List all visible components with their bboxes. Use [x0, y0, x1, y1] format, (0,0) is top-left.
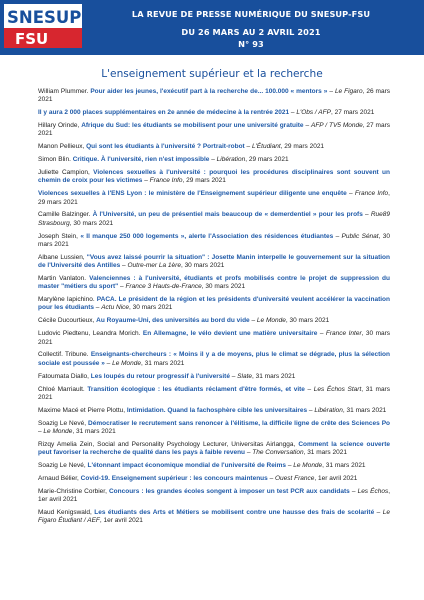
press-item: Collectif. Tribune. Enseignants-chercheurs : « Moins il y a de moyens, plus le climat se dégrade, plus la sélection sociale est poussée » – Le Monde, 31 mars 2021 [38, 351, 390, 367]
item-date: 31 mars 2021 [346, 406, 387, 414]
item-author: Camille Balzinger. [38, 211, 91, 219]
item-date: 31 mars 2021 [325, 461, 366, 469]
item-source: Le Monde [256, 317, 286, 325]
item-author: Juliette Campion, [38, 169, 90, 177]
item-title-link[interactable]: PACA. Le président de la région et les présidents d'université veulent accélérer la vaccination pour les étudiants [38, 296, 390, 312]
item-source: Public Sénat [341, 232, 379, 240]
item-source: Slate [237, 372, 252, 380]
item-author: Martin Vanlaton. [38, 274, 87, 282]
item-source: Les Échos Start [313, 385, 362, 393]
item-date: 31 mars 2021 [75, 427, 116, 435]
item-date: 29 mars 2021 [186, 177, 226, 185]
item-title-link[interactable]: Il y aura 2 000 places supplémentaires en 2e année de médecine à la rentrée 2021 [38, 109, 290, 117]
press-item: Il y aura 2 000 places supplémentaires en 2e année de médecine à la rentrée 2021 – L'Obs / AFP, 27 mars 2021 [38, 109, 375, 117]
item-source: The Conversation [252, 449, 304, 457]
item-author: Albane Lussien, [38, 253, 85, 261]
press-item: Marie-Christine Corbier, Concours : les grandes écoles songent à imposer un test PCR aux candidats – Les Échos, 1er avril 2021 [38, 487, 391, 504]
press-item: Juliette Campion, Violences sexuelles à l'université : pourquoi les procédures disciplinaires sont souvent un chemin de croix pour les victimes – France Info, 29 mars 2021 [38, 169, 390, 185]
item-source: France Info [149, 177, 183, 185]
item-date: 30 mars 2021 [184, 262, 225, 270]
logo-bottom-text: FSU [15, 30, 49, 48]
item-source: L'Obs / AFP [296, 109, 331, 117]
item-title-link[interactable]: Violences sexuelles à l'ENS Lyon : le ministère de l'Enseignement supérieur diligente une enquête [38, 190, 347, 198]
press-item: Violences sexuelles à l'ENS Lyon : le ministère de l'Enseignement supérieur diligente une enquête – France Info, 29 mars 2021 [38, 190, 390, 206]
item-date: 1er avril 2021 [103, 517, 143, 525]
item-title-link[interactable]: "Vous avez laissé pourrir la situation" : Josette Manin interpelle le gouvernement sur la situation de l'Université des Antilles [38, 253, 390, 270]
item-author: Fatoumata Diallo, [38, 372, 89, 380]
item-source: France 3 Hauts-de-France [125, 283, 202, 291]
item-title-link[interactable]: Les loupés du retour progressif à l'université [90, 372, 230, 380]
item-source: Ouest France [275, 474, 315, 482]
item-author: Rizqy Amelia Zein, Social and Personality Psychology Lecturer, Universitas Airlangga, [38, 440, 296, 448]
press-item: Marylène Iapichino. PACA. Le président de la région et les présidents d'université veulent accélérer la vaccination pour les étudiants – Actu Nice, 30 mars 2021 [38, 296, 390, 312]
item-author: Hillary Orinde, [38, 122, 80, 130]
item-author: Marie-Christine Corbier, [38, 487, 107, 495]
item-author: Marylène Iapichino. [38, 296, 95, 304]
item-date: 30 mars 2021 [73, 219, 114, 227]
press-item: Cécile Ducourtieux, Au Royaume-Uni, des universités au bord du vide – Le Monde, 30 mars 2021 [38, 317, 330, 325]
item-author: Arnaud Bélier, [38, 474, 79, 482]
item-date: 30 mars 2021 [289, 317, 330, 325]
item-title-link[interactable]: Concours : les grandes écoles songent à imposer un test PCR aux candidats [108, 487, 350, 495]
item-author: Soazig Le Nevé, [38, 461, 86, 469]
item-source: Le Monde [43, 427, 73, 435]
header-banner [0, 0, 424, 55]
item-title-link[interactable]: Valenciennes : à l'université, étudiants et profs mobilisés contre le projet de suppression du master "métiers du sport" [38, 274, 390, 291]
press-item: Albane Lussien, "Vous avez laissé pourrir la situation" : Josette Manin interpelle le gouvernement sur la situation de l'Université des Antilles – Outre-mer La 1ère, 30 mars 2021 [38, 253, 390, 270]
item-source: Outre-mer La 1ère [127, 262, 181, 270]
item-title-link[interactable]: À l'Université, un peu de présentiel mais beaucoup de « demerdentiel » pour les profs [92, 211, 363, 219]
press-item: Chloé Marriault. Transition écologique : les étudiants réclament d'être formés, et vite – Les Échos Start, 31 mars 2021 [38, 385, 390, 401]
item-source: Libération [314, 406, 343, 414]
item-source: France Inter [325, 330, 362, 338]
item-author: Soazig Le Nevé, [38, 419, 87, 427]
item-author: Maxime Macé et Pierre Plottu, [38, 406, 126, 414]
item-source: AFP / TV5 Monde [310, 122, 363, 130]
item-date: 29 mars 2021 [248, 156, 289, 164]
item-date: 30 mars 2021 [205, 283, 246, 291]
press-item: Hillary Orinde, Afrique du Sud: les étudiants se mobilisent pour une université gratuite – AFP / TV5 Monde, 27 mars 2021 [38, 122, 390, 138]
item-source: Actu Nice [101, 304, 130, 312]
item-title-link[interactable]: Démocratiser le recrutement sans renoncer à l'élitisme, la difficile ligne de crête des Sciences Po [88, 419, 391, 427]
section-title: L'enseignement supérieur et la recherche [101, 68, 323, 80]
item-source: Le Monde [112, 359, 141, 367]
press-item: Maud Kenigswald, Les étudiants des Arts et Métiers se mobilisent contre une hausse des frais de scolarité – Le Figaro Étudiant / AEF, 1er avril 2021 [38, 508, 390, 525]
item-date: 29 mars 2021 [284, 143, 325, 151]
press-item: Rizqy Amelia Zein, Social and Personality Psychology Lecturer, Universitas Airlangga, Comment la science ouverte peut favoriser la recherche de qualité dans les pays à faible revenu – The Conversation, 31 mars 2021 [38, 440, 390, 457]
header-issue-number: N° 93 [238, 39, 264, 49]
item-source: France Info [354, 190, 389, 198]
press-item: Martin Vanlaton. Valenciennes : à l'université, étudiants et profs mobilisés contre le projet de suppression du master "métiers du sport" – France 3 Hauts-de-France, 30 mars 2021 [38, 274, 390, 291]
item-title-link[interactable]: Au Royaume-Uni, des universités au bord du vide [96, 317, 250, 325]
item-title-link[interactable]: « Il manque 250 000 logements », alerte l'Association des résidences étudiantes [80, 232, 334, 240]
header-title: LA REVUE DE PRESSE NUMÉRIQUE DU SNESUP-FSU [131, 9, 371, 19]
item-author: Collectif. Tribune. [38, 351, 89, 359]
item-date: 29 mars 2021 [38, 198, 78, 206]
item-title-link[interactable]: L'étonnant impact économique mondial de l'université de Reims [87, 461, 287, 469]
press-review-list [38, 88, 390, 530]
snesup-fsu-logo [4, 4, 82, 48]
item-author: Cécile Ducourtieux, [38, 317, 95, 325]
item-date: 30 mars 2021 [132, 304, 173, 312]
item-title-link[interactable]: Les étudiants des Arts et Métiers se mobilisent contre une hausse des frais de scolarité [94, 508, 375, 516]
item-source: Le Figaro [334, 88, 363, 95]
item-author: Chloé Marriault. [38, 385, 85, 393]
press-item: Simon Blin. Critique. À l'université, rien n'est impossible – Libération, 29 mars 2021 [38, 156, 289, 164]
item-date: 1er avril 2021 [318, 474, 358, 482]
item-source: Le Monde [293, 461, 323, 469]
item-author: Maud Kenigswald, [38, 508, 92, 516]
item-title-link[interactable]: Violences sexuelles à l'université : pourquoi les procédures disciplinaires sont souvent un chemin de croix pour les victimes [38, 169, 390, 185]
item-author: Manon Pellieux, [38, 143, 85, 151]
press-item: Soazig Le Nevé, Démocratiser le recrutement sans renoncer à l'élitisme, la difficile ligne de crête des Sciences Po – Le Monde, 31 mars 2021 [38, 419, 391, 435]
item-author: Ludovic Piedtenu, Leandra Morich. [38, 330, 141, 338]
item-date: 31 mars 2021 [38, 385, 390, 401]
item-date: 1er avril 2021 [38, 496, 78, 504]
item-title-link[interactable]: Pour aider les jeunes, l'exécutif part à la recherche de... 100.000 « mentors » [90, 88, 328, 95]
item-title-link[interactable]: Critique. À l'université, rien n'est impossible [72, 156, 210, 164]
item-title-link[interactable]: Enseignants-chercheurs : « Moins il y a de moyens, plus le climat se dégrade, plus la sélection sociale est poussée » [38, 351, 390, 367]
item-author: William Plummer. [38, 88, 89, 95]
item-date: 26 mars 2021 [38, 88, 390, 104]
item-title-link[interactable]: Transition écologique : les étudiants réclament d'être formés, et vite [87, 385, 305, 393]
item-title-link[interactable]: Qui sont les étudiants à l'université ? Portrait-robot [86, 143, 245, 151]
press-item: Ludovic Piedtenu, Leandra Morich. En Allemagne, le vélo devient une matière universitaire – France Inter, 30 mars 2021 [38, 330, 391, 346]
item-title-link[interactable]: Comment la science ouverte peut favoriser la recherche de qualité dans les pays à faible revenu [38, 440, 390, 457]
header-dates: DU 26 MARS AU 2 AVRIL 2021 [181, 27, 321, 37]
item-date: 31 mars 2021 [307, 449, 347, 457]
press-item: William Plummer. Pour aider les jeunes, l'exécutif part à la recherche de... 100.000 « mentors » – Le Figaro, 26 mars 2021 [38, 88, 390, 104]
press-item: Arnaud Bélier, Covid-19. Enseignement supérieur : les concours maintenus – Ouest France, 1er avril 2021 [38, 474, 358, 482]
item-title-link[interactable]: Afrique du Sud: les étudiants se mobilisent pour une université gratuite [81, 122, 304, 130]
press-item: Maxime Macé et Pierre Plottu, Intimidation. Quand la fachosphère cible les universitaires – Libération, 31 mars 2021 [38, 406, 387, 414]
press-item: Soazig Le Nevé, L'étonnant impact économique mondial de l'université de Reims – Le Monde, 31 mars 2021 [38, 461, 366, 469]
item-date: 30 mars 2021 [38, 330, 391, 346]
press-item: Fatoumata Diallo, Les loupés du retour progressif à l'université – Slate, 31 mars 2021 [38, 372, 296, 380]
item-source: L'Étudiant [251, 143, 281, 151]
item-date: 31 mars 2021 [144, 359, 185, 367]
item-date: 27 mars 2021 [38, 122, 390, 138]
logo-top-text: SNESUP [7, 8, 82, 27]
item-date: 30 mars 2021 [38, 232, 390, 248]
item-author: Simon Blin. [38, 156, 71, 164]
press-item: Manon Pellieux, Qui sont les étudiants à l'université ? Portrait-robot – L'Étudiant, 29 mars 2021 [38, 143, 325, 151]
press-item: Camille Balzinger. À l'Université, un peu de présentiel mais beaucoup de « demerdentiel » pour les profs – Rue89 Strasbourg, 30 mars 2021 [38, 211, 390, 227]
item-title-link[interactable]: Covid-19. Enseignement supérieur : les concours maintenus [80, 474, 268, 482]
item-author: Joseph Stein, [38, 232, 78, 240]
item-source: Rue89 Strasbourg [38, 211, 390, 227]
item-date: 31 mars 2021 [255, 372, 296, 380]
item-source: Les Échos [357, 487, 389, 495]
press-item: Joseph Stein, « Il manque 250 000 logements », alerte l'Association des résidences étudiantes – Public Sénat, 30 mars 2021 [38, 232, 390, 248]
item-source: Libération [216, 156, 246, 164]
item-title-link[interactable]: Intimidation. Quand la fachosphère cible les universitaires [126, 406, 308, 414]
item-title-link[interactable]: En Allemagne, le vélo devient une matière universitaire [142, 330, 318, 338]
item-source: Le Figaro Étudiant / AEF [38, 508, 390, 525]
item-date: 27 mars 2021 [334, 109, 375, 117]
